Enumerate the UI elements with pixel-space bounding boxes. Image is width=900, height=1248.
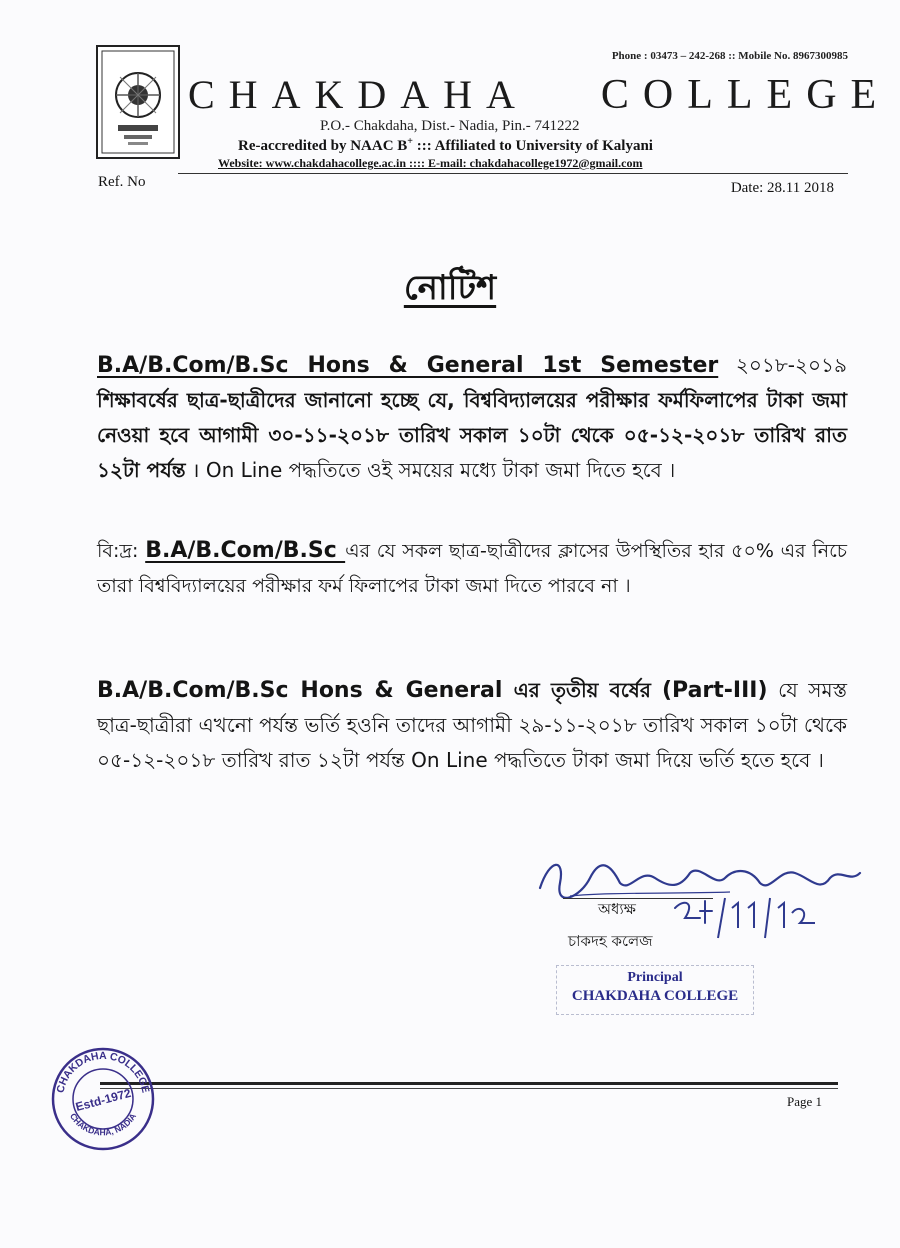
header-divider [178, 173, 848, 174]
signatory-designation: অধ্যক্ষ [598, 900, 636, 918]
college-seal [48, 1044, 158, 1154]
notice-title-wrap [0, 262, 900, 319]
seal-top-text: CHAKDAHA COLLEGE [54, 1049, 152, 1095]
p3-text: যে সমস্ত ছাত্র-ছাত্রীরা এখনো পর্যন্ত ভর্তি হওনি তাদের আগামী ২৯-১১-২০১৮ তারিখ সকাল ১০টা থেকে ০৫-১২-২০১৮ তারিখ রাত ১২টা পর্যন্ত On Line পদ্ধতিতে টাকা জমা দিয়ে ভর্তি হতে হবে । [97, 678, 848, 772]
ref-no: Ref. No [98, 174, 146, 190]
college-name [188, 72, 891, 118]
footer-divider [100, 1082, 838, 1085]
stamp-college: CHAKDAHA COLLEGE [571, 988, 739, 1004]
accreditation-grade: + [407, 136, 413, 147]
p1-course-heading: B.A/B.Com/B.Sc Hons & General 1st Semester [97, 353, 719, 378]
p3-course-heading: B.A/B.Com/B.Sc Hons & General [97, 678, 503, 703]
accreditation-line [238, 136, 653, 155]
phone-numbers: Phone : 03473 – 242-268 :: Mobile No. 8967300985 [611, 50, 848, 62]
college-name-second: COLLEGE [600, 72, 891, 118]
stamp-title: Principal [627, 970, 683, 985]
page-number: Page 1 [786, 1094, 822, 1109]
svg-text:CHAKDAHA, NADIA [68, 1111, 138, 1137]
college-address: P.O.- Chakdaha, Dist.- Nadia, Pin.- 741222 [320, 118, 580, 134]
college-logo [96, 45, 180, 159]
p2-course: B.A/B.Com/B.Sc [145, 538, 346, 563]
college-name-first: CHAKDAHA [188, 72, 529, 117]
notice-date: Date: 28.11 2018 [730, 180, 834, 196]
signatory-college: চাকদহ কলেজ [568, 932, 653, 950]
p1-session: ২০১৮-২০১৯ [718, 353, 847, 377]
p1-tail-text: । On Line পদ্ধতিতে ওই সময়ের মধ্যে টাকা জমা দিতে হবে । [185, 458, 676, 482]
p2-text: এর যে সকল ছাত্র-ছাত্রীদের ক্লাসের উপস্থিতির হার ৫০% এর নিচে তারা বিশ্ববিদ্যালয়ের পরীক্ষার ফর্ম ফিলাপের টাকা জমা দিতে পারবে না । [97, 540, 847, 597]
p1-bold-text: শিক্ষাবর্ষের ছাত্র-ছাত্রীদের জানানো হচ্ছে যে, বিশ্ববিদ্যালয়ের পরীক্ষার ফর্মফিলাপের টাকা জমা নেওয়া হবে আগামী ৩০-১১-২০১৮ তারিখ সকাল ১০টা থেকে ০৫-১২-২০১৮ তারিখ রাত ১২টা পর্যন্ত [97, 388, 847, 482]
notice-paragraph-1 [97, 348, 847, 488]
accreditation: Re-accredited by NAAC B [238, 138, 408, 154]
p3-part: (Part-III) [662, 678, 768, 703]
affiliation: ::: Affiliated to University of Kalyani [412, 138, 653, 154]
website[interactable]: Website: www.chakdahacollege.ac.in [218, 156, 406, 170]
contact-separator: :::: [406, 156, 428, 170]
principal-stamp [556, 965, 754, 1015]
notice-title: নোটিশ [403, 268, 497, 308]
notice-paragraph-3 [97, 673, 847, 778]
email[interactable]: E-mail: chakdahacollege1972@gmail.com [427, 156, 643, 170]
svg-text:CHAKDAHA COLLEGE [54, 1050, 151, 1094]
seal-bottom-text: CHAKDAHA, NADIA [67, 1111, 139, 1138]
notice-paragraph-2 [97, 533, 847, 604]
p3-mid-text: এর তৃতীয় বর্ষের [502, 678, 662, 702]
handwritten-date [670, 893, 820, 943]
p2-prefix: বি:দ্র: [97, 540, 146, 562]
contact-line [218, 156, 642, 171]
seal-center-text: Estd-1972 [74, 1085, 133, 1115]
footer-divider-thin [100, 1088, 838, 1089]
